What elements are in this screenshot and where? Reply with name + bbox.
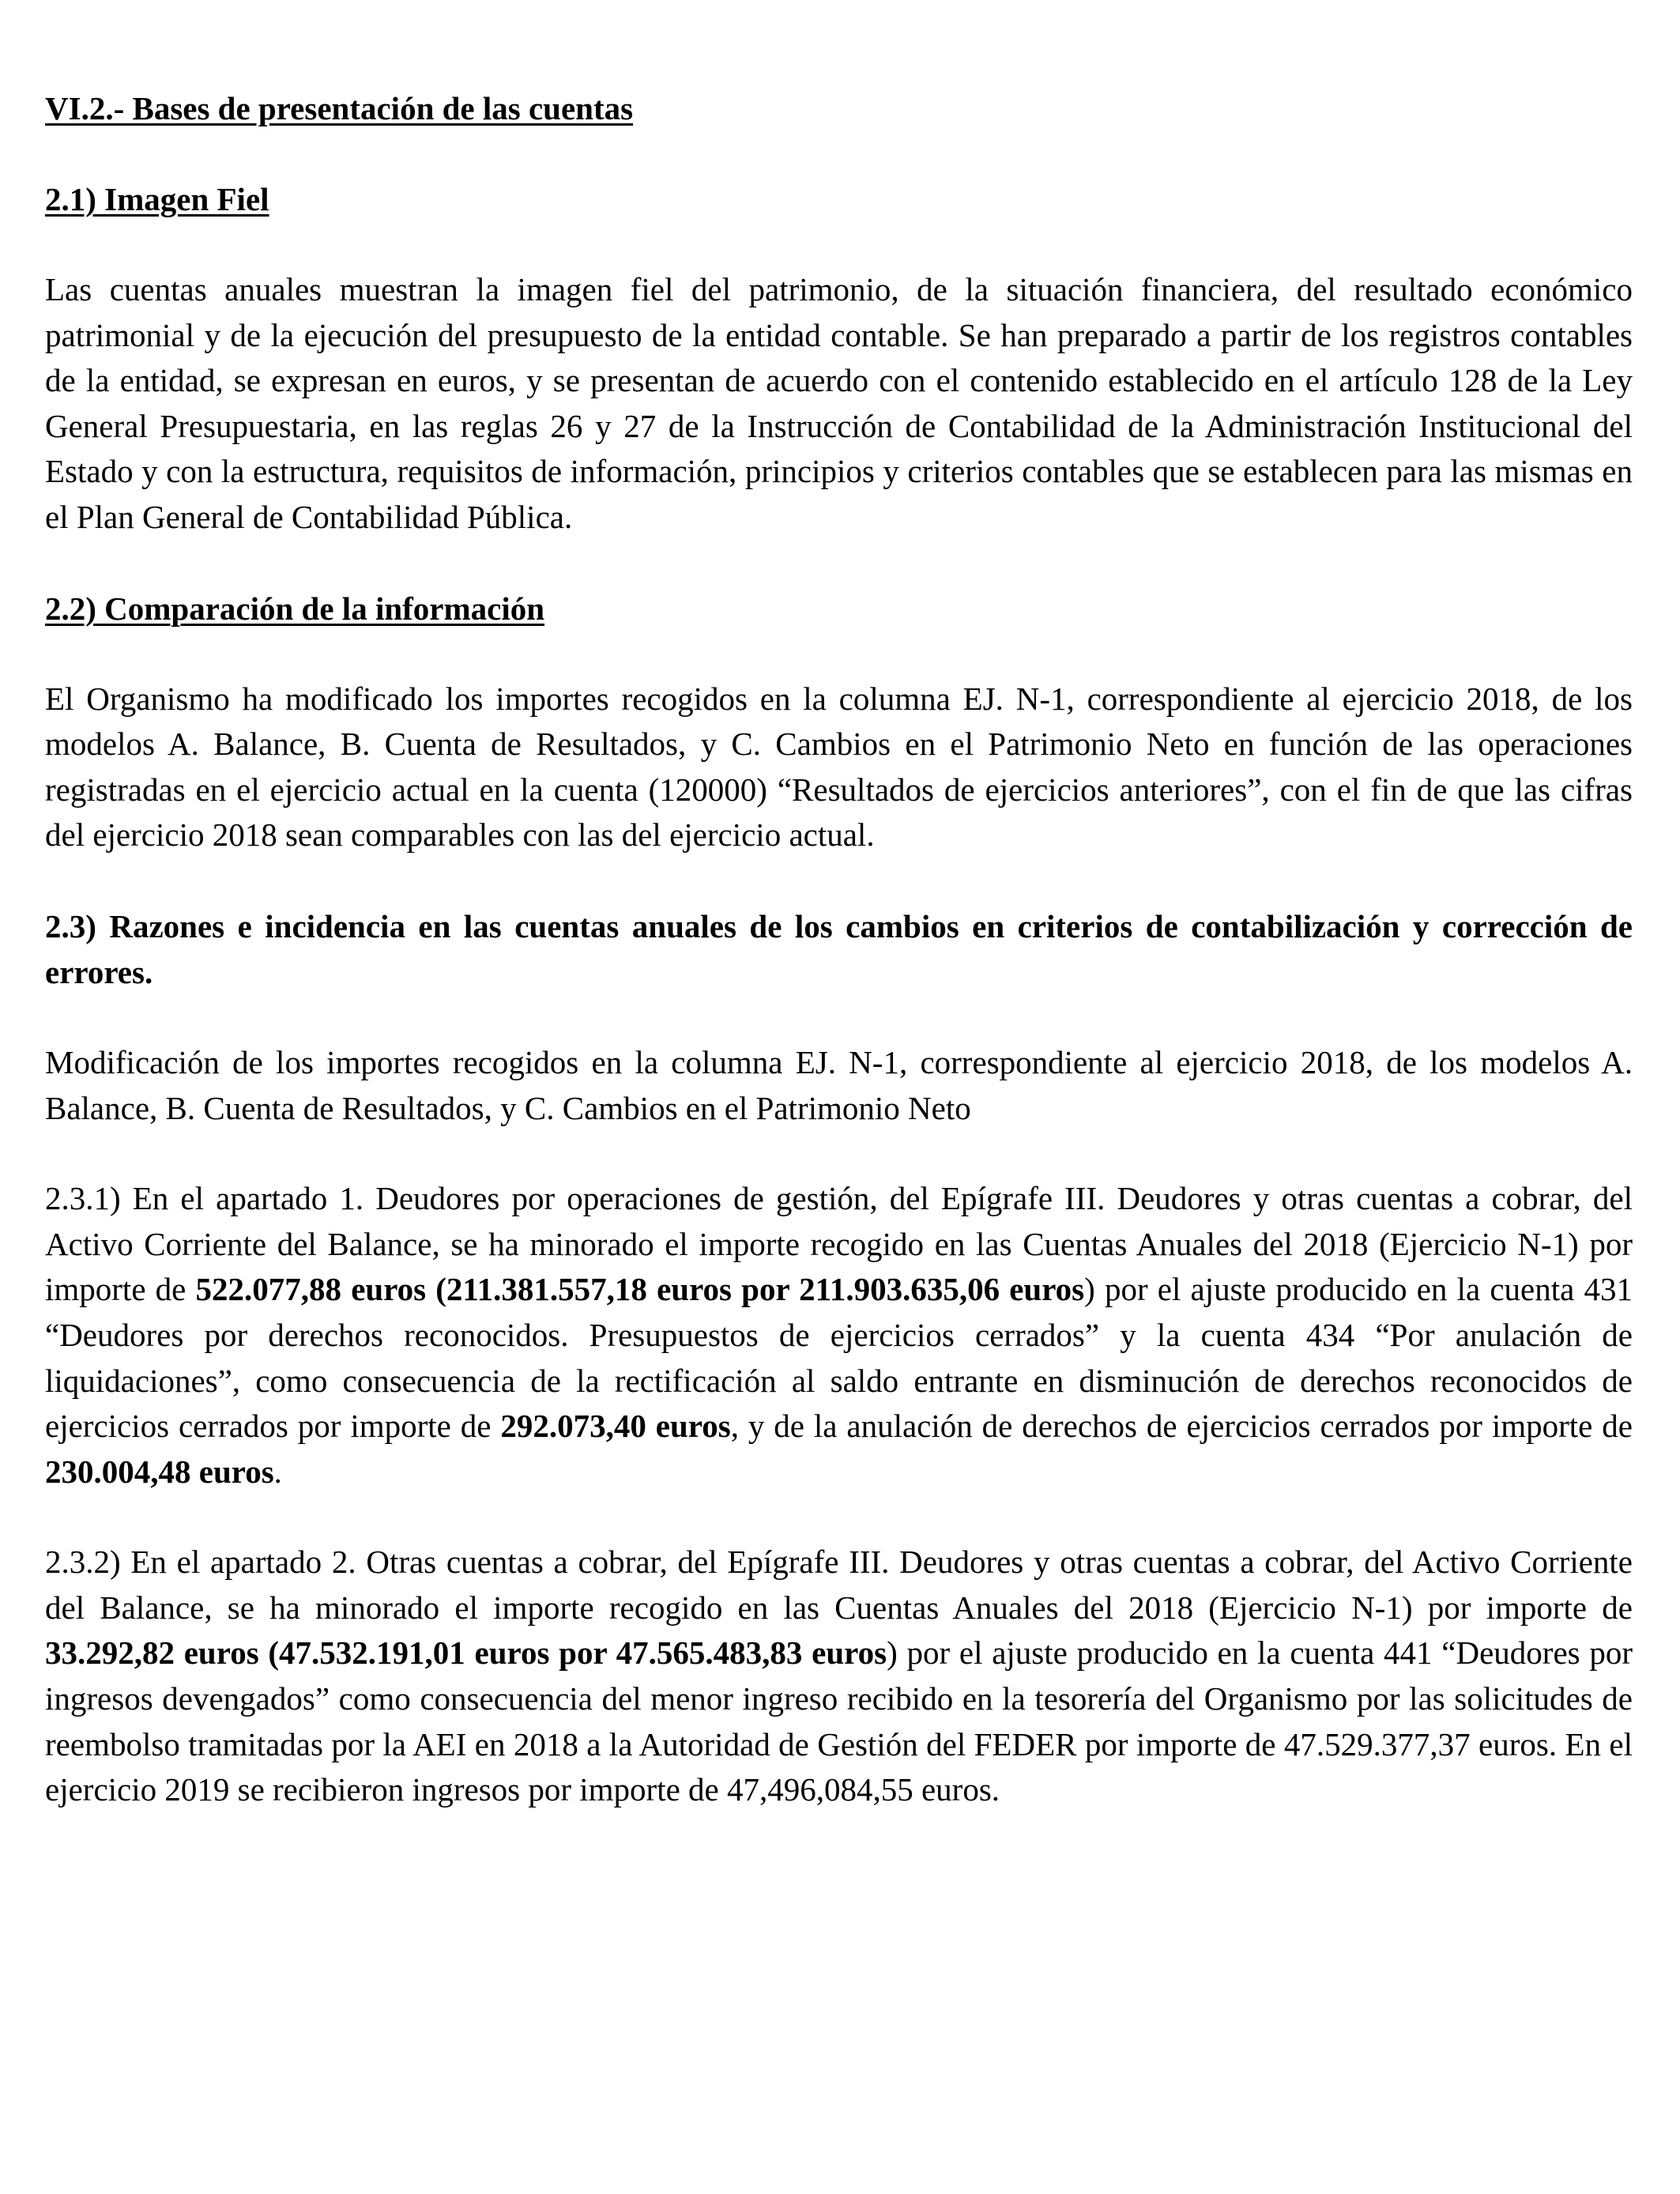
spacer — [45, 541, 1633, 586]
amount-bold: 33.292,82 euros (47.532.191,01 euros por 47.565.483,83 euros — [45, 1634, 887, 1672]
paragraph-comparacion: El Organismo ha modificado los importes recogidos en la columna EJ. N-1, correspondiente al ejercicio 2018, de los modelos A. Balance, B. Cuenta de Resultados, y C. Cambios en el Patrimonio Neto en función de las operaciones registradas en el ejercicio actual en la cuenta (120000) “Resultados de ejercicios anteriores”, con el fin de que las cifras del ejercicio 2018 sean comparables con las del ejercicio actual. — [45, 680, 1633, 854]
spacer — [45, 131, 1633, 176]
amount-bold: 230.004,48 euros — [45, 1453, 274, 1490]
spacer — [45, 222, 1633, 267]
subsection-title-comparacion: 2.2) Comparación de la información — [45, 590, 545, 627]
text-run: ) por el ajuste producido en la cuenta 441 “Deudores por ingresos devengados” como consecuencia del menor ingreso recibido en la tesorería del Organismo por las solicitudes de reembolso tramitadas por la AEI en 2018 a la Autoridad de Gestión del FEDER por importe de 47.529.377,37 euros. En el ejercicio 2019 se recibieron ingresos por importe de 47,496,084,55 euros. — [45, 1634, 1633, 1808]
subsection-title-imagen-fiel: 2.1) Imagen Fiel — [45, 181, 269, 217]
paragraph-2-3-2 — [45, 1540, 1633, 1813]
paragraph-imagen-fiel: Las cuentas anuales muestran la imagen fiel del patrimonio, de la situación financiera, del resultado económico patrimonial y de la ejecución del presupuesto de la entidad contable. Se han preparado a partir de los registros contables de la entidad, se expresan en euros, y se presentan de acuerdo con el contenido establecido en el artículo 128 de la Ley General Presupuestaria, en las reglas 26 y 27 de la Instrucción de Contabilidad de la Administración Institucional del Estado y con la estructura, requisitos de información, principios y criterios contables que se establecen para las mismas en el Plan General de Contabilidad Pública. — [45, 271, 1633, 535]
text-run: . — [273, 1453, 282, 1490]
amount-bold: 292.073,40 euros — [500, 1408, 731, 1445]
spacer — [45, 1495, 1633, 1540]
spacer — [45, 631, 1633, 677]
text-run: ) por el ajuste producido en la cuenta 431 “Deudores por derechos reconocidos. Presupuestos de ejercicios cerrados” y la cuenta 434 “Por anulación de liquidaciones”, como consecuencia de la rectificación al saldo entrante en disminución de derechos reconocidos de ejercicios cerrados por importe de — [45, 1271, 1633, 1445]
paragraph-modificacion-intro: Modificación de los importes recogidos en la columna EJ. N-1, correspondiente al ejercicio 2018, de los modelos A. Balance, B. Cuenta de Resultados, y C. Cambios en el Patrimonio Neto — [45, 1043, 1633, 1126]
document-page — [45, 85, 1633, 1813]
section-title: VI.2.- Bases de presentación de las cuentas — [45, 90, 634, 126]
amount-bold: 522.077,88 euros (211.381.557,18 euros por 211.903.635,06 euros — [195, 1271, 1085, 1308]
subsection-title-razones: 2.3) Razones e incidencia en las cuentas anuales de los cambios en criterios de contabilización y corrección de errores. — [45, 907, 1633, 990]
spacer — [45, 995, 1633, 1040]
text-run: 2.3.2) En el apartado 2. Otras cuentas a cobrar, del Epígrafe III. Deudores y otras cuentas a cobrar, del Activo Corriente del Balance, se ha minorado el importe recogido en las Cuentas Anuales del 2018 (Ejercicio N-1) por importe de — [45, 1544, 1633, 1626]
spacer — [45, 1131, 1633, 1176]
paragraph-2-3-1 — [45, 1176, 1633, 1495]
spacer — [45, 858, 1633, 903]
text-run: , y de la anulación de derechos de ejercicios cerrados por importe de — [730, 1408, 1633, 1445]
text-run: 2.3.1) En el apartado 1. Deudores por operaciones de gestión, del Epígrafe III. Deudores y otras cuentas a cobrar, del Activo Corriente del Balance, se ha minorado el importe recogido en las Cuentas Anuales del 2018 (Ejercicio N-1) por importe de — [45, 1180, 1633, 1308]
